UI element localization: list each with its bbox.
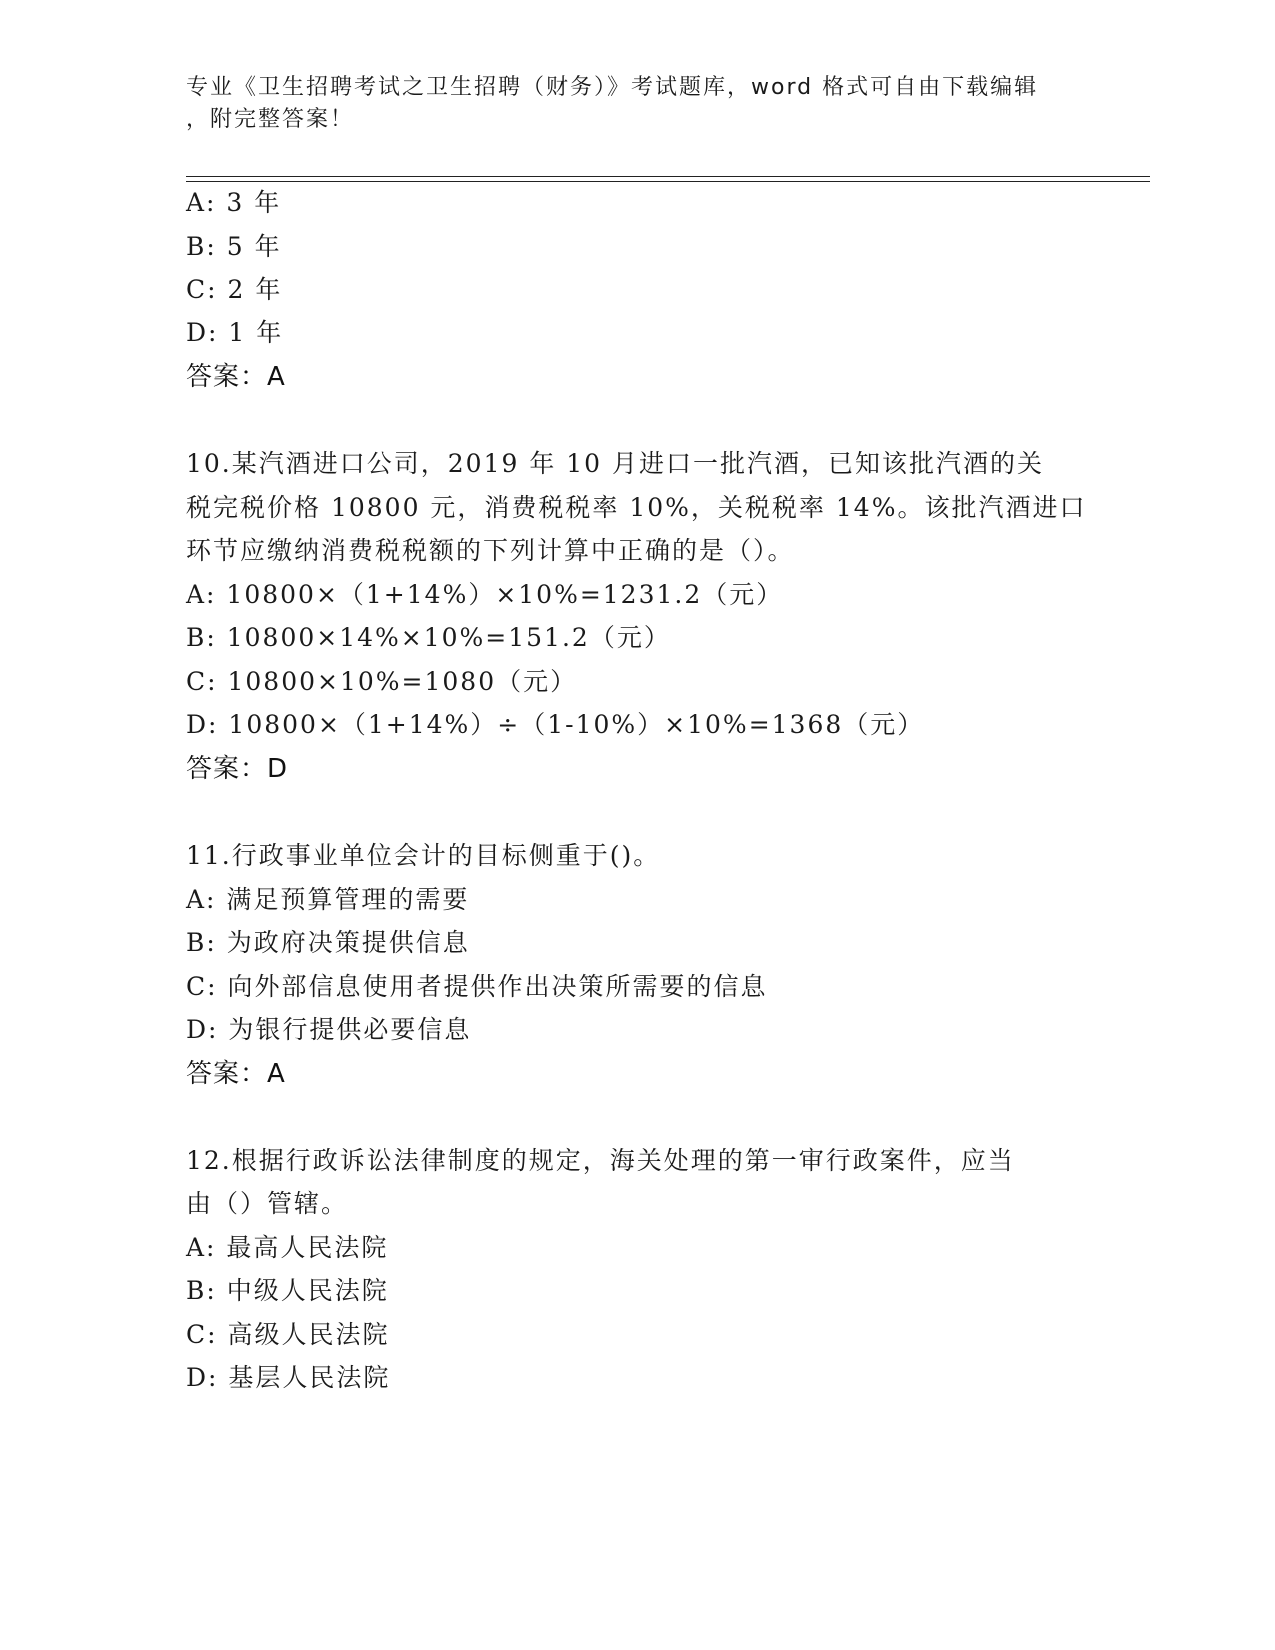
header-divider-bottom xyxy=(186,181,1150,182)
prev-answer: 答案：A xyxy=(186,362,286,392)
q11-stem-line-1: 11.行政事业单位会计的目标侧重于()。 xyxy=(186,841,661,870)
prev-option-a: A: 3 年 xyxy=(186,188,282,217)
q11-option-a: A: 满足预算管理的需要 xyxy=(186,885,470,914)
header-subtitle-line: ，附完整答案！ xyxy=(186,107,355,132)
q10-option-c: C: 10800×10%=1080（元） xyxy=(186,667,578,696)
prev-option-c: C: 2 年 xyxy=(186,275,283,304)
prev-option-d: D: 1 年 xyxy=(186,318,284,347)
q12-stem-line-1: 12.根据行政诉讼法律制度的规定，海关处理的第一审行政案件，应当 xyxy=(186,1146,1015,1175)
q10-stem-line-1: 10.某汽酒进口公司，2019 年 10 月进口一批汽酒，已知该批汽酒的关 xyxy=(186,449,1045,478)
q10-answer: 答案：D xyxy=(186,754,289,784)
document-header xyxy=(186,72,1066,136)
q10-stem-line-3: 环节应缴纳消费税税额的下列计算中正确的是（）。 xyxy=(186,536,795,565)
q10-option-d: D: 10800×（1+14%）÷（1-10%）×10%=1368（元） xyxy=(186,710,925,739)
header-divider-top xyxy=(186,176,1150,177)
q10-stem-line-2: 税完税价格 10800 元，消费税税率 10%，关税税率 14%。该批汽酒进口 xyxy=(186,493,1087,522)
q11-option-d: D: 为银行提供必要信息 xyxy=(186,1015,472,1044)
q12-stem-line-2: 由（）管辖。 xyxy=(186,1189,349,1218)
prev-option-b: B: 5 年 xyxy=(186,232,282,261)
q10-option-a: A: 10800×（1+14%）×10%=1231.2（元） xyxy=(186,580,784,609)
header-title-line: 专业《卫生招聘考试之卫生招聘（财务）》考试题库，word 格式可自由下载编辑 xyxy=(186,75,1039,100)
q12-option-a: A: 最高人民法院 xyxy=(186,1233,389,1262)
q11-option-c: C: 向外部信息使用者提供作出决策所需要的信息 xyxy=(186,972,768,1001)
q11-option-b: B: 为政府决策提供信息 xyxy=(186,928,470,957)
q12-option-c: C: 高级人民法院 xyxy=(186,1320,390,1349)
q12-option-d: D: 基层人民法院 xyxy=(186,1363,391,1392)
q11-answer: 答案：A xyxy=(186,1059,286,1089)
q10-option-b: B: 10800×14%×10%=151.2（元） xyxy=(186,623,671,652)
q12-option-b: B: 中级人民法院 xyxy=(186,1276,389,1305)
